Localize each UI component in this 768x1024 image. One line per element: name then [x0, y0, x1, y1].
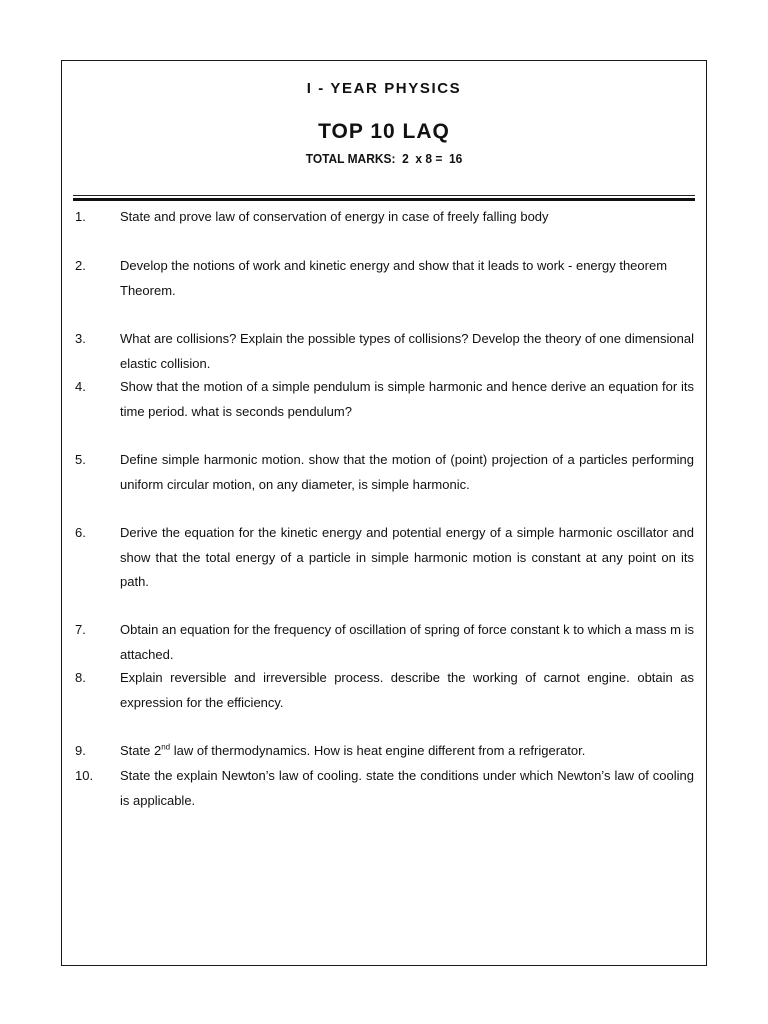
ordinal-superscript: nd [161, 742, 171, 752]
question-text: State and prove law of conservation of energy in case of freely falling body [120, 209, 549, 224]
question-text: Define simple harmonic motion. show that the motion of (point) projection of a particles performing uniform circular motion, on any diameter, is simple harmonic. [120, 452, 694, 492]
header-divider-thick [73, 198, 695, 201]
subject-heading: I - YEAR PHYSICS [306, 80, 462, 97]
question-number: 3. [75, 331, 86, 346]
question-text: Explain reversible and irreversible process. describe the working of carnot engine. obtain as expression for the efficiency. [120, 670, 694, 710]
document-frame [61, 60, 707, 966]
question-number: 4. [75, 379, 86, 394]
question-number: 7. [75, 622, 86, 637]
question-item [75, 521, 694, 595]
total-marks [88, 151, 680, 166]
question-item [75, 448, 694, 497]
question-number: 8. [75, 670, 86, 685]
page-title: TOP 10 LAQ [318, 120, 450, 143]
question-number: 1. [75, 209, 86, 224]
question-item [75, 375, 694, 424]
question-text: What are collisions? Explain the possible types of collisions? Develop the theory of one dimensional elastic collision. [120, 331, 694, 371]
question-text-part: law of thermodynamics. How is heat engine different from a refrigerator. [170, 743, 586, 758]
header-divider-thin [73, 195, 695, 196]
question-item [75, 254, 694, 303]
question-item [75, 618, 694, 667]
question-number: 10. [75, 768, 94, 783]
question-number: 2. [75, 258, 86, 273]
total-marks-text: TOTAL MARKS: 2 x 8 = 16 [305, 151, 463, 166]
question-item [75, 739, 694, 764]
question-number: 5. [75, 452, 86, 467]
question-text: Derive the equation for the kinetic energy and potential energy of a simple harmonic oscillator and show that the total energy of a particle in simple harmonic motion is constant at any point on its path. [120, 525, 694, 589]
question-text: State the explain Newton’s law of cooling. state the conditions under which Newton’s law of cooling is applicable. [120, 768, 694, 808]
question-number: 9. [75, 743, 86, 758]
question-text [120, 739, 694, 764]
question-number: 6. [75, 525, 86, 540]
question-text: Develop the notions of work and kinetic energy and show that it leads to work - energy theorem Theorem. [120, 258, 668, 298]
question-text: Show that the motion of a simple pendulum is simple harmonic and hence derive an equation for its time period. what is seconds pendulum? [120, 379, 694, 419]
question-item [75, 764, 694, 813]
question-item [75, 666, 694, 715]
question-item [75, 205, 694, 230]
question-text-part: State 2 [120, 743, 162, 758]
question-item [75, 327, 694, 376]
question-text: Obtain an equation for the frequency of oscillation of spring of force constant k to which a mass m is attached. [120, 622, 694, 662]
